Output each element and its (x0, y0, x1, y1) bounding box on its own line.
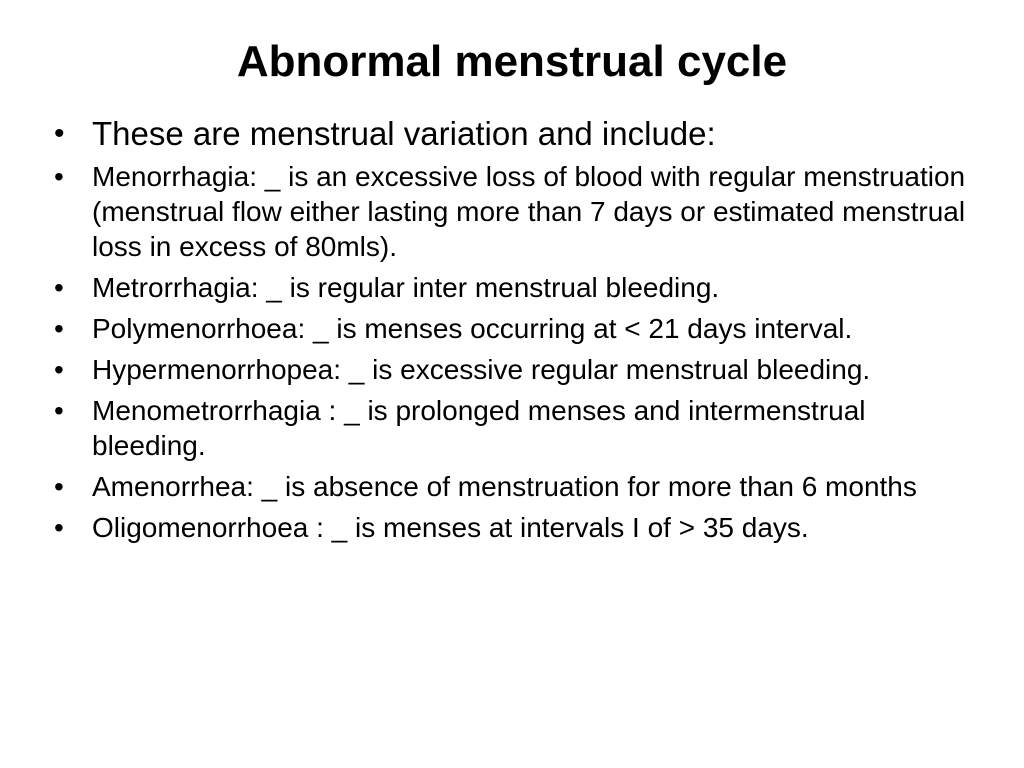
bullet-text: Hypermenorrhopea: _ is excessive regular menstrual bleeding. (92, 354, 871, 385)
bullet-text: These are menstrual variation and include: (92, 115, 716, 152)
bullet-item-intro (52, 113, 982, 155)
bullet-item-menometrorrhagia (52, 393, 982, 463)
bullet-text: Menometrorrhagia : _ is prolonged menses and intermenstrual bleeding. (92, 395, 866, 461)
bullet-text: Amenorrhea: _ is absence of menstruation for more than 6 months (92, 471, 917, 502)
bullet-icon: • (54, 117, 65, 150)
bullet-icon: • (54, 471, 64, 502)
bullet-item-menorrhagia (52, 159, 982, 264)
bullet-text: Polymenorrhoea: _ is menses occurring at < 21 days interval. (92, 313, 853, 344)
bullet-text: Menorrhagia: _ is an excessive loss of blood with regular menstruation (menstrual flow either lasting more than 7 days or estimated menstrual loss in excess of 80mls). (92, 161, 966, 262)
bullet-icon: • (54, 512, 64, 543)
bullet-icon: • (54, 354, 64, 385)
bullet-text: Oligomenorrhoea : _ is menses at intervals I of > 35 days. (92, 512, 809, 543)
bullet-icon: • (54, 161, 64, 192)
bullet-item-hypermenorrhopea (52, 352, 982, 387)
bullet-item-oligomenorrhoea (52, 510, 982, 545)
bullet-item-amenorrhea (52, 469, 982, 504)
bullet-item-polymenorrhoea (52, 311, 982, 346)
bullet-icon: • (54, 272, 64, 303)
bullet-item-metrorrhagia (52, 270, 982, 305)
slide-title: Abnormal menstrual cycle (236, 37, 788, 86)
bullet-icon: • (54, 313, 64, 344)
bullet-text: Metrorrhagia: _ is regular inter menstrual bleeding. (92, 272, 720, 303)
bullet-icon: • (54, 395, 64, 426)
bullet-list (52, 113, 982, 551)
